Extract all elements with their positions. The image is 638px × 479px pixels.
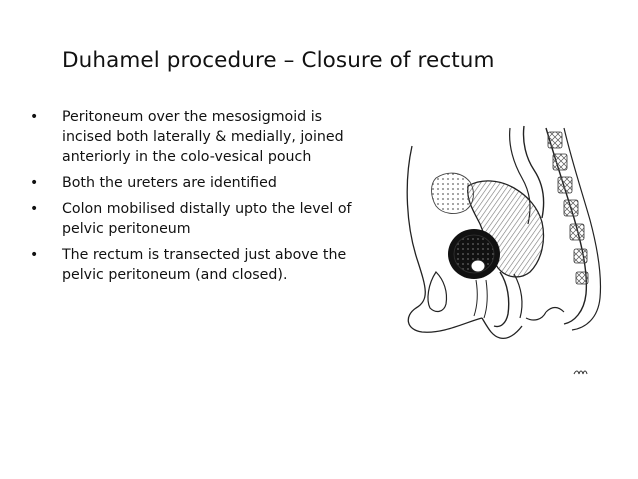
bullet-text: The rectum is transected just above the pelvic peritoneum (and closed).: [62, 247, 347, 283]
bullet-item-colon: [30, 199, 370, 239]
bullet-item-rectum: [30, 245, 370, 285]
bullet-marker: •: [30, 109, 39, 125]
bullet-marker: •: [30, 201, 39, 217]
bullet-list: [30, 107, 370, 291]
bullet-text: Peritoneum over the mesosigmoid is incised both laterally & medially, joined anteriorly in the colo-vesical pouch: [62, 109, 344, 165]
bullet-text: Colon mobilised distally upto the level of pelvic peritoneum: [62, 201, 352, 237]
bullet-item-peritoneum: [30, 107, 370, 167]
pelvic-sagittal-illustration-icon: [396, 122, 606, 382]
bullet-text: Both the ureters are identified: [62, 175, 277, 191]
bullet-item-ureters: [30, 173, 370, 193]
slide-title: Duhamel procedure – Closure of rectum: [62, 48, 495, 73]
bullet-marker: •: [30, 247, 39, 263]
bullet-marker: •: [30, 175, 39, 191]
